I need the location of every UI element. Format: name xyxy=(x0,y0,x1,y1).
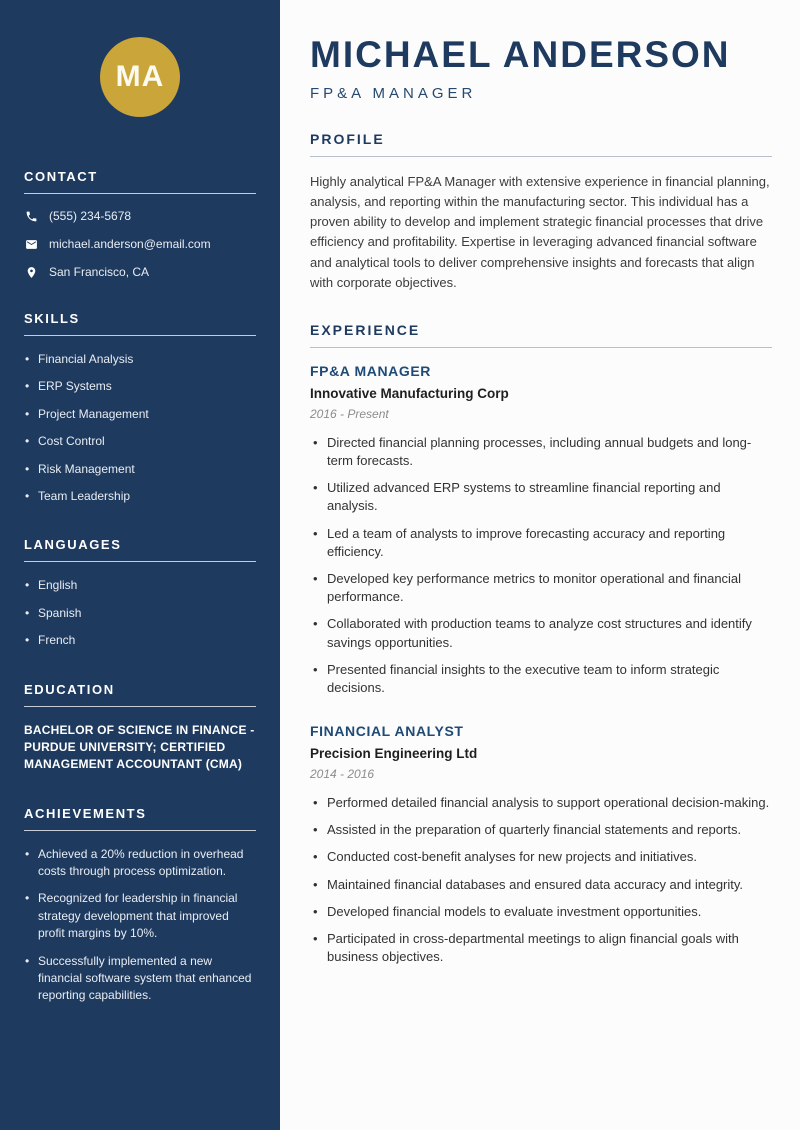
avatar xyxy=(100,37,180,117)
languages-heading: LANGUAGES xyxy=(24,537,256,562)
job-bullet: • Directed financial planning processes, including annual budgets and long-term forecasts. xyxy=(310,434,772,470)
achievements-section xyxy=(24,806,256,1005)
contact-section xyxy=(24,169,256,279)
contact-location-row xyxy=(24,265,256,279)
education-heading: EDUCATION xyxy=(24,682,256,707)
job-bullet: • Developed financial models to evaluate investment opportunities. xyxy=(310,903,772,921)
language-item: • English xyxy=(24,577,256,594)
job-bullet: • Collaborated with production teams to analyze cost structures and identify savings opportunities. xyxy=(310,615,772,651)
skill-item: • Cost Control xyxy=(24,433,256,450)
job-title: FP&A MANAGER xyxy=(310,362,432,379)
job-company: Innovative Manufacturing Corp xyxy=(310,385,509,401)
candidate-title: FP&A MANAGER xyxy=(310,85,477,102)
phone-icon xyxy=(24,209,38,223)
achievements-heading: ACHIEVEMENTS xyxy=(24,806,256,831)
achievement-item: • Recognized for leadership in financial strategy development that improved profit margins by 10%. xyxy=(24,890,256,942)
achievements-list xyxy=(24,846,256,1005)
education-degree: BACHELOR OF SCIENCE IN FINANCE - PURDUE UNIVERSITY; CERTIFIED MANAGEMENT ACCOUNTANT (CMA) xyxy=(24,722,255,772)
job-entry xyxy=(310,363,772,697)
job-dates: 2014 - 2016 xyxy=(310,767,375,782)
sidebar xyxy=(0,0,280,1130)
job-title: FINANCIAL ANALYST xyxy=(310,723,464,740)
job-bullet: • Developed key performance metrics to monitor operational and financial performance. xyxy=(310,570,772,606)
languages-list xyxy=(24,577,256,649)
achievement-item: • Achieved a 20% reduction in overhead costs through process optimization. xyxy=(24,846,256,881)
contact-location: San Francisco, CA xyxy=(49,265,150,279)
contact-email-row xyxy=(24,237,256,251)
main-content xyxy=(280,0,800,1130)
location-pin-icon xyxy=(24,265,38,279)
job-bullet: • Assisted in the preparation of quarterly financial statements and reports. xyxy=(310,821,772,839)
job-entry xyxy=(310,723,772,966)
skill-item: • Team Leadership xyxy=(24,488,256,505)
avatar-initials: MA xyxy=(115,60,165,93)
job-bullet: • Utilized advanced ERP systems to streamline financial reporting and analysis. xyxy=(310,479,772,515)
job-dates: 2016 - Present xyxy=(310,406,389,421)
mail-icon xyxy=(24,237,38,251)
language-item: • Spanish xyxy=(24,605,256,622)
job-company: Precision Engineering Ltd xyxy=(310,746,478,762)
skill-item: • Project Management xyxy=(24,406,256,423)
skills-heading: SKILLS xyxy=(24,311,256,336)
experience-section xyxy=(310,322,772,967)
contact-heading: CONTACT xyxy=(24,169,256,194)
job-bullet: • Led a team of analysts to improve forecasting accuracy and reporting efficiency. xyxy=(310,525,772,561)
profile-text: Highly analytical FP&A Manager with extensive experience in financial planning, analysis, and reporting within the manufacturing sector. This individual has a proven ability to develop and implement strategic financial processes that drive efficiency and profitability. Expertise in leveraging advanced financial software and analytical tools to deliver comprehensive insights and forecasts that align with corporate objectives. xyxy=(310,174,770,290)
job-bullet: • Maintained financial databases and ensured data accuracy and integrity. xyxy=(310,876,772,894)
skills-list xyxy=(24,351,256,505)
language-item: • French xyxy=(24,632,256,649)
education-section xyxy=(24,682,256,774)
job-bullet: • Conducted cost-benefit analyses for new projects and initiatives. xyxy=(310,848,772,866)
job-bullet: • Performed detailed financial analysis to support operational decision-making. xyxy=(310,794,772,812)
profile-heading: PROFILE xyxy=(310,131,772,157)
experience-heading: EXPERIENCE xyxy=(310,322,772,348)
achievement-item: • Successfully implemented a new financial software system that enhanced reporting capabilities. xyxy=(24,953,256,1005)
candidate-name: MICHAEL ANDERSON xyxy=(310,34,731,75)
profile-section xyxy=(310,131,772,293)
skill-item: • Risk Management xyxy=(24,461,256,478)
skill-item: • Financial Analysis xyxy=(24,351,256,368)
job-bullet: • Participated in cross-departmental meetings to align financial goals with business objectives. xyxy=(310,930,772,966)
skills-section xyxy=(24,311,256,505)
contact-phone: (555) 234-5678 xyxy=(49,209,132,223)
languages-section xyxy=(24,537,256,649)
job-bullet: • Presented financial insights to the executive team to inform strategic decisions. xyxy=(310,661,772,697)
contact-email: michael.anderson@email.com xyxy=(49,237,211,251)
job-bullets xyxy=(310,794,772,966)
skill-item: • ERP Systems xyxy=(24,378,256,395)
contact-phone-row xyxy=(24,209,256,223)
job-bullets xyxy=(310,434,772,697)
